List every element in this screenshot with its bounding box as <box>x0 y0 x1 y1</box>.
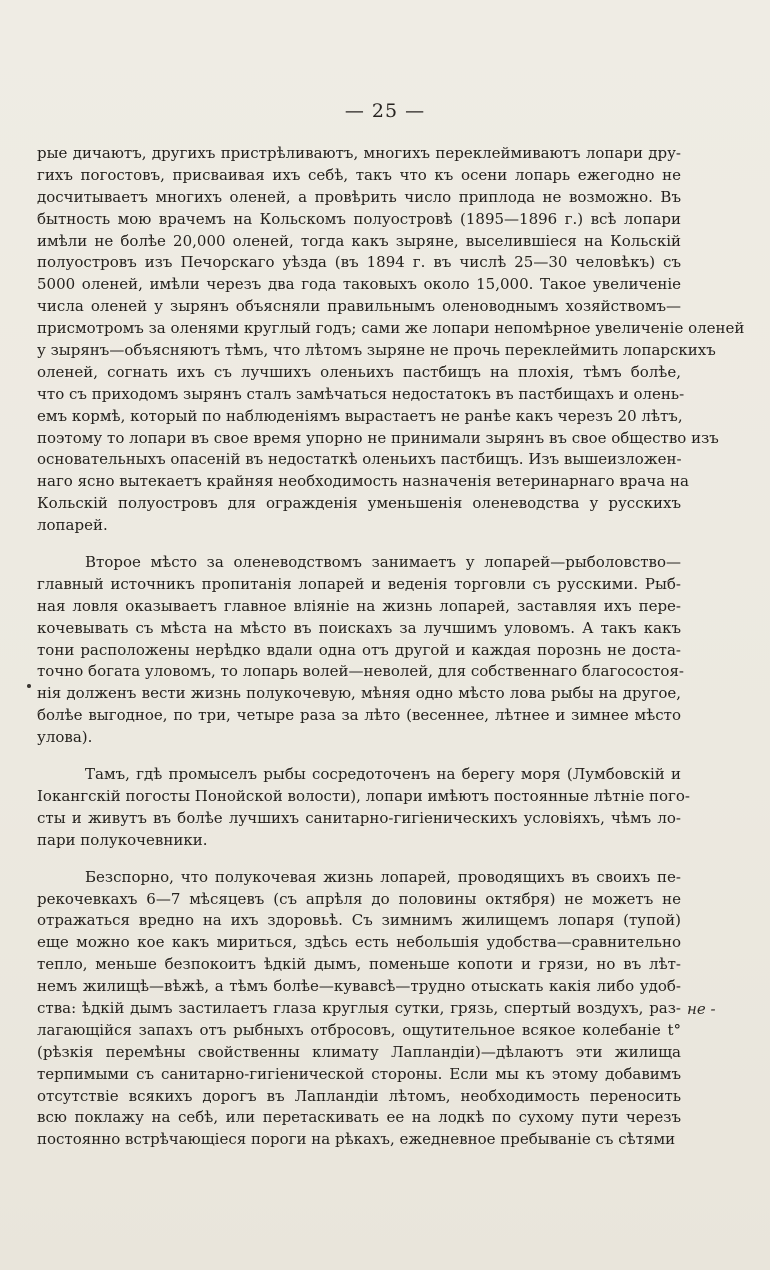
text-line: числа оленей у зырянъ объясняли правильнымъ оленоводнымъ хозяйствомъ— <box>37 297 681 316</box>
text-line: имѣли не болѣе 20,000 оленей, тогда какъ зыряне, выселившіеся на Кольскій <box>37 231 681 250</box>
text-line: лагающійся запахъ отъ рыбныхъ отбросовъ, ощутительное всякое колебаніе t° <box>37 1020 681 1039</box>
text-line: поэтому то лопари въ свое время упорно не принимали зырянъ въ свое общество изъ <box>37 428 719 447</box>
text-line: терпимыми съ санитарно-гигіенической стороны. Если мы къ этому добавимъ <box>37 1064 681 1083</box>
text-line: досчитываетъ многихъ оленей, а провѣрить число приплода не возможно. Въ <box>37 187 681 206</box>
text-line: главный источникъ пропитанія лопарей и веденія торговли съ русскими. Рыб- <box>37 574 681 593</box>
text-line: у зырянъ—объясняютъ тѣмъ, что лѣтомъ зыряне не прочь переклеймить лопарскихъ <box>37 341 716 360</box>
paragraph <box>37 552 684 749</box>
text-line: ства: ѣдкій дымъ застилаетъ глаза круглыя сутки, грязь, спертый воздухъ, раз- <box>37 998 681 1017</box>
text-line: рекочевкахъ 6—7 мѣсяцевъ (съ апрѣля до половины октября) не можетъ не <box>37 889 681 908</box>
paragraph <box>37 764 690 852</box>
text-line: улова). <box>37 728 93 747</box>
text-line: наго ясно вытекаетъ крайняя необходимость назначенія ветеринарнаго врача на <box>37 472 689 491</box>
text-line: постоянно встрѣчающіеся пороги на рѣкахъ, ежедневное пребываніе съ сѣтями <box>37 1130 676 1149</box>
text-line: полуостровъ изъ Печорскаго уѣзда (въ 1894 г. въ числѣ 25—30 человѣкъ) съ <box>37 253 681 272</box>
text-line: гихъ погостовъ, присваивая ихъ себѣ, такъ что къ осени лопарь ежегодно не <box>37 165 681 184</box>
text-line: ная ловля оказываетъ главное вліяніе на жизнь лопарей, заставляя ихъ пере- <box>37 596 681 615</box>
text-line: 5000 оленей, имѣли черезъ два года таковыхъ около 15,000. Такое увеличеніе <box>37 275 681 294</box>
text-line: нія долженъ вести жизнь полукочевую, мѣняя одно мѣсто лова рыбы на другое, <box>37 684 681 703</box>
text-line: лопарей. <box>37 516 108 535</box>
text-line: отсутствіе всякихъ дорогъ въ Лапландіи лѣтомъ, необходимость переносить <box>37 1086 681 1105</box>
text-line: тепло, меньше безпокоитъ ѣдкій дымъ, поменьше копоти и грязи, но въ лѣт- <box>37 955 681 974</box>
text-line: бытность мою врачемъ на Кольскомъ полуостровѣ (1895—1896 г.) всѣ лопари <box>37 209 681 228</box>
text-line: немъ жилищѣ—вѣжѣ, а тѣмъ болѣе—кувавсѣ—трудно отыскать какія либо удоб- <box>37 977 681 996</box>
text-line: что съ приходомъ зырянъ сталъ замѣчаться недостатокъ въ пастбищахъ и олень- <box>37 384 685 403</box>
text-line: пари полукочевники. <box>37 830 208 849</box>
text-line: сты и живутъ въ болѣе лучшихъ санитарно-гигіеническихъ условіяхъ, чѣмъ ло- <box>37 808 681 827</box>
margin-note: не - <box>687 1000 716 1018</box>
text-line: основательныхъ опасеній въ недостаткѣ оленьихъ пастбищъ. Изъ вышеизложен- <box>37 450 682 469</box>
page-number: — 25 — <box>344 100 426 122</box>
paragraph <box>37 143 745 537</box>
text-line: всю поклажу на себѣ, или перетаскивать ее на лодкѣ по сухому пути черезъ <box>37 1108 681 1127</box>
text-line: Іокангскій погосты Понойской волости), лопари имѣютъ постоянные лѣтніе пого- <box>37 786 690 805</box>
text-line: рые дичаютъ, другихъ пристрѣливаютъ, многихъ переклеймиваютъ лопари дру- <box>37 144 681 162</box>
margin-ink-mark <box>27 684 31 688</box>
paragraph <box>37 867 681 1152</box>
text-line: болѣе выгодное, по три, четыре раза за лѣто (весеннее, лѣтнее и зимнее мѣсто <box>37 706 681 725</box>
text-line: (рѣзкія перемѣны свойственны климату Лапландіи)—дѣлаютъ эти жилища <box>37 1042 681 1061</box>
text-line: кочевывать съ мѣста на мѣсто въ поискахъ за лучшимъ уловомъ. А такъ какъ <box>37 618 681 637</box>
text-line: Кольскій полуостровъ для огражденія уменьшенія оленеводства у русскихъ <box>37 494 681 513</box>
text-line: точно богата уловомъ, то лопарь волей—неволей, для собственнаго благосостоя- <box>37 662 684 681</box>
body-text <box>37 143 745 1151</box>
text-line: Второе мѣсто за оленеводствомъ занимаетъ у лопарей—рыболовство— <box>85 553 681 572</box>
text-line: отражаться вредно на ихъ здоровьѣ. Съ зимнимъ жилищемъ лопаря (тупой) <box>37 911 681 930</box>
text-line: присмотромъ за оленями круглый годъ; сами же лопари непомѣрное увеличеніе оленей <box>37 319 745 338</box>
text-line: еще можно кое какъ мириться, здѣсь есть небольшія удобства—сравнительно <box>37 933 681 952</box>
text-line: тони расположены нерѣдко вдали одна отъ другой и каждая порознь не доста- <box>37 640 681 659</box>
text-line: Тамъ, гдѣ промыселъ рыбы сосредоточенъ на берегу моря (Лумбовскій и <box>85 765 681 784</box>
text-line: емъ кормѣ, который по наблюденіямъ вырастаетъ не ранѣе какъ черезъ 20 лѣтъ, <box>37 406 683 425</box>
text-line: Безспорно, что полукочевая жизнь лопарей, проводящихъ въ своихъ пе- <box>85 867 681 886</box>
text-line: оленей, согнать ихъ съ лучшихъ оленьихъ пастбищъ на плохія, тѣмъ болѣе, <box>37 362 681 381</box>
